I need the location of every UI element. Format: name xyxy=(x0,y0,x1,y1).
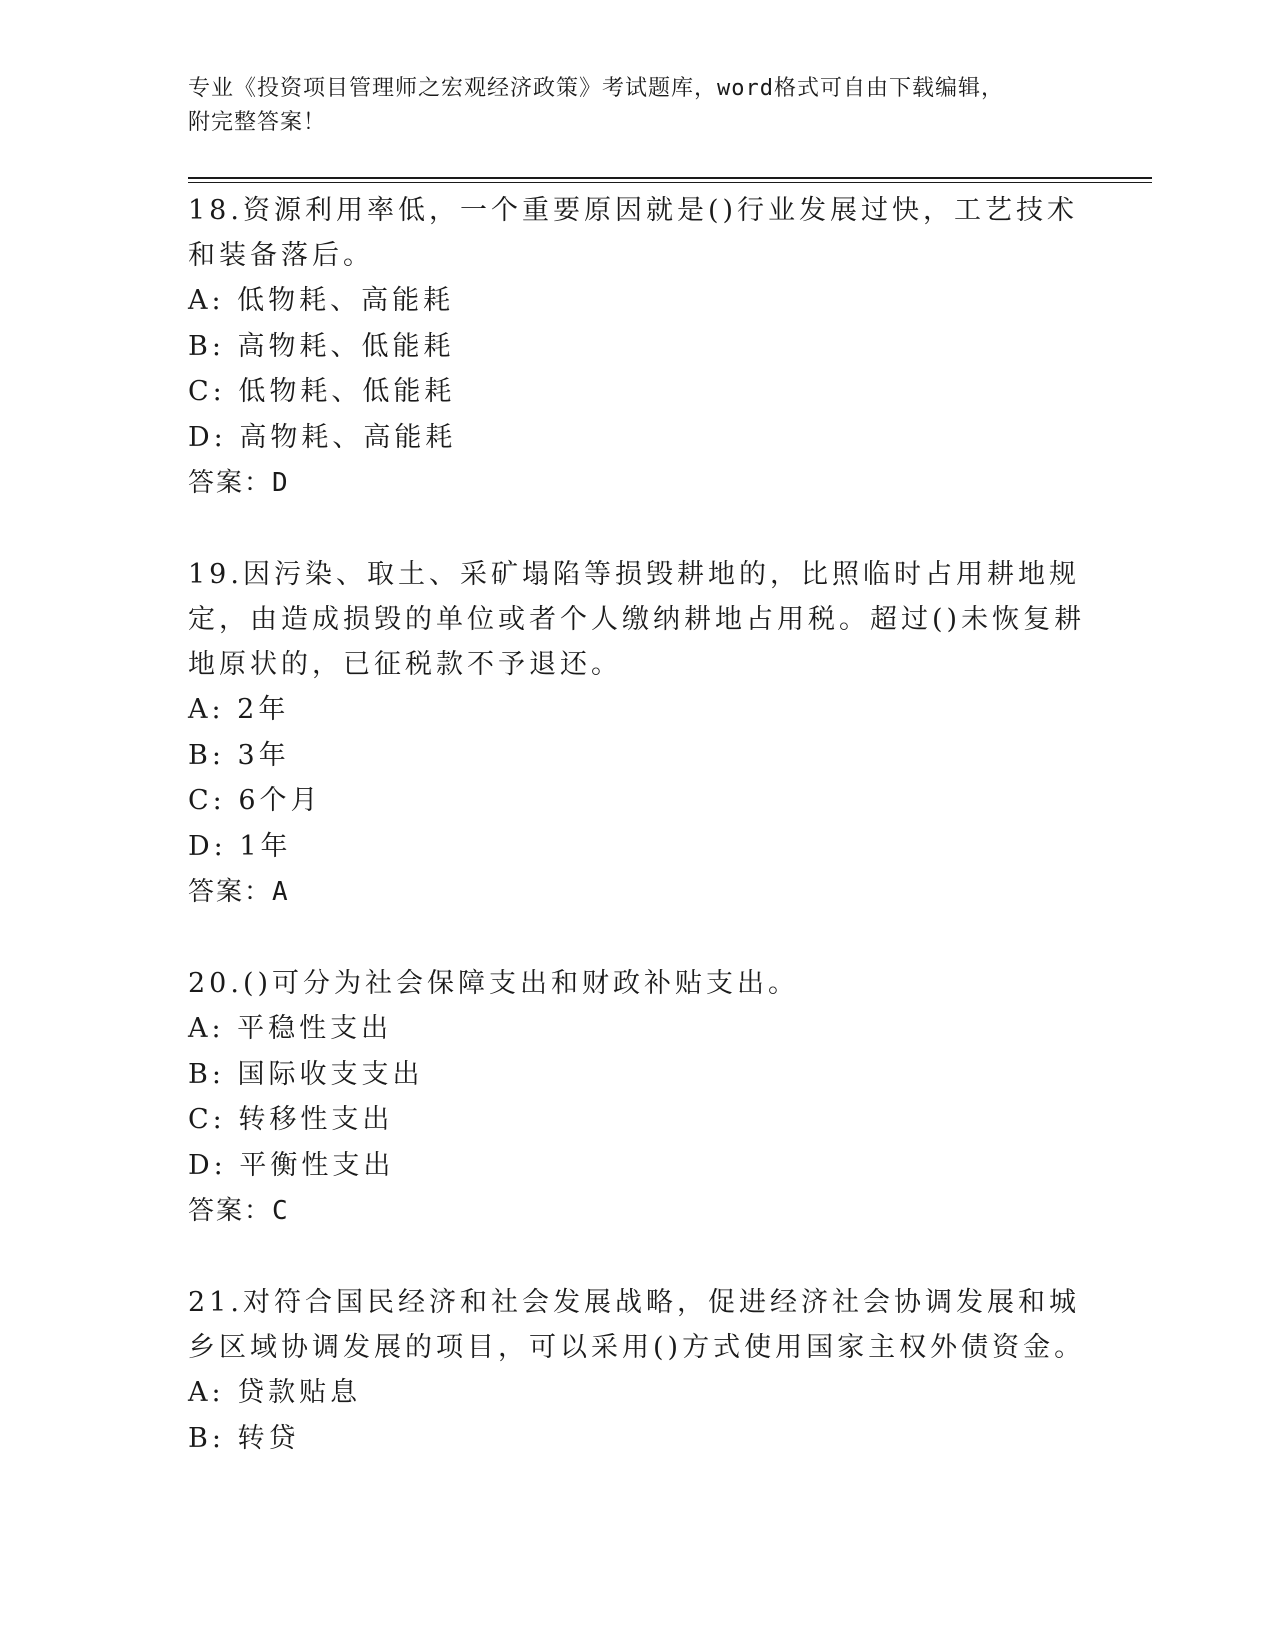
option-c: C: 低物耗、低能耗 xyxy=(188,376,456,407)
document-header xyxy=(188,72,1088,140)
option-a: A: 贷款贴息 xyxy=(188,1377,362,1408)
header-line-2: 附完整答案！ xyxy=(188,110,327,135)
question-19 xyxy=(188,552,1088,915)
question-text: 18.资源利用率低，一个重要原因就是()行业发展过快，工艺技术和装备落后。 xyxy=(188,195,1079,271)
option-a: A: 2年 xyxy=(188,694,290,725)
option-b: B: 国际收支支出 xyxy=(188,1058,424,1090)
option-c: C: 6个月 xyxy=(188,785,322,816)
option-d: D: 高物耗、高能耗 xyxy=(188,421,457,453)
question-list xyxy=(188,188,1088,1507)
option-a: A: 低物耗、高能耗 xyxy=(188,285,455,316)
question-text: 19.因污染、取土、采矿塌陷等损毁耕地的，比照临时占用耕地规定，由造成损毁的单位或者个人缴纳耕地占用税。超过()未恢复耕地原状的，已征税款不予退还。 xyxy=(188,559,1086,680)
question-text: 20.()可分为社会保障支出和财政补贴支出。 xyxy=(188,968,800,999)
answer-line: 答案：D xyxy=(188,468,290,498)
option-b: B: 转贷 xyxy=(188,1422,300,1454)
option-b: B: 高物耗、低能耗 xyxy=(188,330,455,362)
answer-line: 答案：A xyxy=(188,877,290,907)
question-text: 21.对符合国民经济和社会发展战略，促进经济社会协调发展和城乡区域协调发展的项目，可以采用()方式使用国家主权外债资金。 xyxy=(188,1287,1086,1363)
header-divider-thin xyxy=(188,182,1152,183)
answer-line: 答案：C xyxy=(188,1196,290,1226)
question-20 xyxy=(188,961,1088,1234)
option-c: C: 转移性支出 xyxy=(188,1104,394,1135)
option-d: D: 平衡性支出 xyxy=(188,1149,395,1181)
header-divider-thick xyxy=(188,177,1152,179)
header-line-1: 专业《投资项目管理师之宏观经济政策》考试题库，word格式可自由下载编辑， xyxy=(188,76,1004,101)
option-b: B: 3年 xyxy=(188,739,290,771)
question-21 xyxy=(188,1280,1088,1461)
option-a: A: 平稳性支出 xyxy=(188,1013,393,1044)
option-d: D: 1年 xyxy=(188,830,292,862)
question-18 xyxy=(188,188,1088,506)
